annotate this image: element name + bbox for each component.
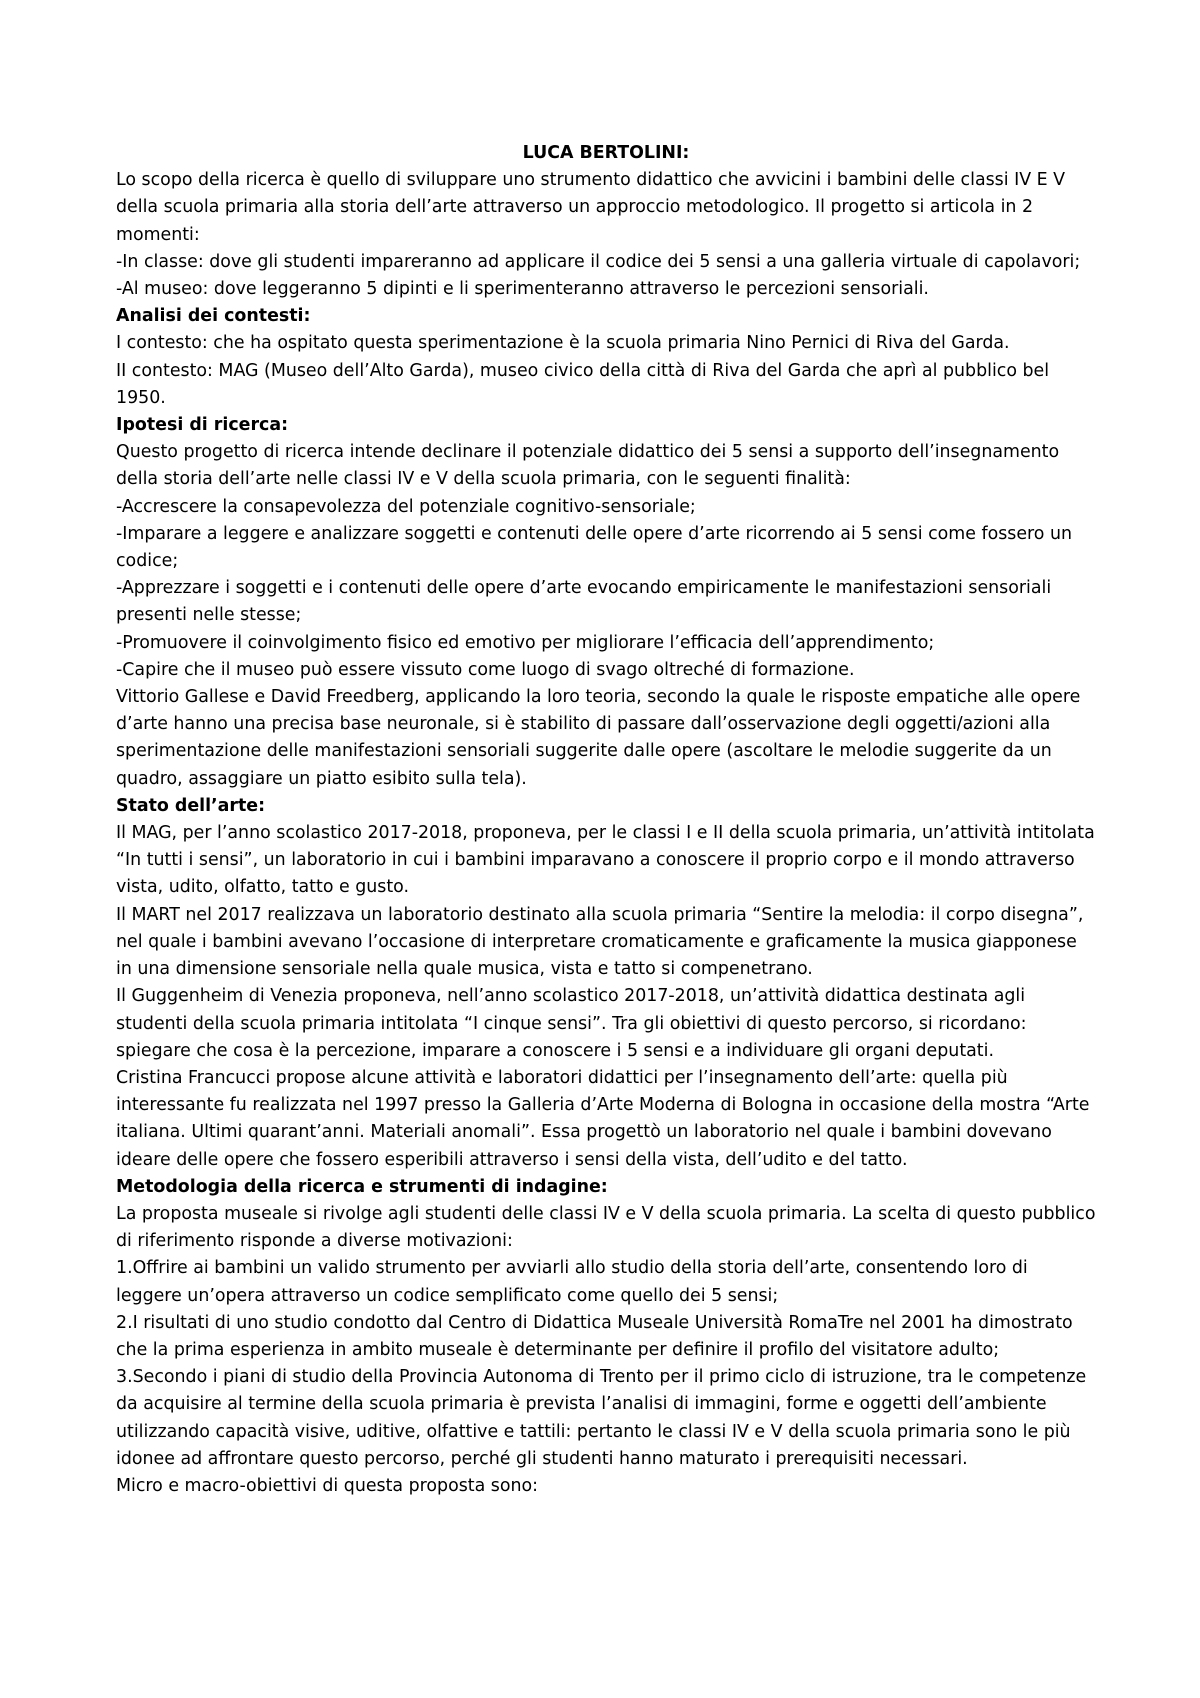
list-item-finalita-1: -Accrescere la consapevolezza del potenziale cognitivo-sensoriale; <box>116 496 696 517</box>
list-item-motivazione-1: 1.Offrire ai bambini un valido strumento per avviarli allo studio della storia dell’arte, consentendo loro di leggere un’opera attraverso un codice semplificato come quello dei 5 sensi; <box>116 1258 1028 1306</box>
list-item-finalita-5: -Capire che il museo può essere vissuto come luogo di svago oltreché di formazione. <box>116 659 855 680</box>
heading-metodologia: Metodologia della ricerca e strumenti di indagine: <box>116 1176 608 1197</box>
list-item-finalita-3: -Apprezzare i soggetti e i contenuti delle opere d’arte evocando empiricamente le manifestazioni sensoriali presenti nelle stesse; <box>116 578 1052 626</box>
list-item-motivazione-3: 3.Secondo i piani di studio della Provincia Autonoma di Trento per il primo ciclo di istruzione, tra le competenze da acquisire al termine della scuola primaria è prevista l’analisi di immagini, forme e oggetti dell’ambiente utilizzando capacità visive, uditive, olfattive e tattili: pertanto le classi IV e V della scuola primaria sono le più idonee ad affrontare questo percorso, perché gli studenti hanno maturato i prerequisiti necessari. <box>116 1367 1087 1469</box>
paragraph-primo-contesto: I contesto: che ha ospitato questa sperimentazione è la scuola primaria Nino Pernici di Riva del Garda. <box>116 333 1010 354</box>
paragraph-mag: Il MAG, per l’anno scolastico 2017-2018, proponeva, per le classi I e II della scuola primaria, un’attività intitolata “In tutti i sensi”, un laboratorio in cui i bambini imparavano a conoscere il proprio corpo e il mondo attraverso vista, udito, olfatto, tatto e gusto. <box>116 823 1095 898</box>
paragraph-gallese-freedberg: Vittorio Gallese e David Freedberg, applicando la loro teoria, secondo la quale le risposte empatiche alle opere d’arte hanno una precisa base neuronale, si è stabilito di passare dall’osservazione degli oggetti/azioni alla sperimentazione delle manifestazioni sensoriali suggerite dalle opere (ascoltare le melodie suggerite da un quadro, assaggiare un piatto esibito sulla tela). <box>116 687 1081 789</box>
paragraph-intro: Lo scopo della ricerca è quello di sviluppare uno strumento didattico che avvicini i bambini delle classi IV E V della scuola primaria alla storia dell’arte attraverso un approccio metodologico. Il progetto si articola in 2 momenti: <box>116 170 1066 245</box>
list-item-finalita-2: -Imparare a leggere e analizzare soggetti e contenuti delle opere d’arte ricorrendo ai 5 sensi come fossero un codice; <box>116 523 1073 572</box>
list-item-al-museo: -Al museo: dove leggeranno 5 dipinti e li sperimenteranno attraverso le percezioni sensoriali. <box>116 279 929 300</box>
paragraph-proposta-museale: La proposta museale si rivolge agli studenti delle classi IV e V della scuola primaria. La scelta di questo pubblico di riferimento risponde a diverse motivazioni: <box>116 1203 1096 1252</box>
paragraph-obiettivi: Micro e macro-obiettivi di questa proposta sono: <box>116 1475 539 1496</box>
paragraph-ipotesi: Questo progetto di ricerca intende declinare il potenziale didattico dei 5 sensi a supporto dell’insegnamento della storia dell’arte nelle classi IV e V della scuola primaria, con le seguenti finalità: <box>116 442 1060 490</box>
document-body <box>116 140 1096 1500</box>
paragraph-secondo-contesto: II contesto: MAG (Museo dell’Alto Garda), museo civico della città di Riva del Garda che aprì al pubblico bel 1950. <box>116 360 1050 408</box>
paragraph-mart: Il MART nel 2017 realizzava un laboratorio destinato alla scuola primaria “Sentire la melodia: il corpo disegna”, nel quale i bambini avevano l’occasione di interpretare cromaticamente e graficamente la musica giapponese in una dimensione sensoriale nella quale musica, vista e tatto si compenetrano. <box>116 904 1084 980</box>
heading-ipotesi-ricerca: Ipotesi di ricerca: <box>116 415 289 436</box>
list-item-finalita-4: -Promuovere il coinvolgimento fisico ed emotivo per migliorare l’efficacia dell’apprendimento; <box>116 632 935 653</box>
list-item-in-classe: -In classe: dove gli studenti impareranno ad applicare il codice dei 5 sensi a una galleria virtuale di capolavori; <box>116 251 1081 272</box>
document-title: LUCA BERTOLINI: <box>522 143 690 163</box>
list-item-motivazione-2: 2.I risultati di uno studio condotto dal Centro di Didattica Museale Università RomaTre nel 2001 ha dimostrato che la prima esperienza in ambito museale è determinante per definire il profilo del visitatore adulto; <box>116 1312 1073 1360</box>
heading-stato-arte: Stato dell’arte: <box>116 795 266 816</box>
paragraph-francucci: Cristina Francucci propose alcune attività e laboratori didattici per l’insegnamento dell’arte: quella più interessante fu realizzata nel 1997 presso la Galleria d’Arte Moderna di Bologna in occasione della mostra “Arte italiana. Ultimi quarant’anni. Materiali anomali”. Essa progettò un laboratorio nel quale i bambini dovevano ideare delle opere che fossero esperibili attraverso i sensi della vista, dell’udito e del tatto. <box>116 1067 1090 1170</box>
paragraph-guggenheim: Il Guggenheim di Venezia proponeva, nell’anno scolastico 2017-2018, un’attività didattica destinata agli studenti della scuola primaria intitolata “I cinque sensi”. Tra gli obiettivi di questo percorso, si ricordano: spiegare che cosa è la percezione, imparare a conoscere i 5 sensi e a individuare gli organi deputati. <box>116 986 1027 1061</box>
heading-analisi-contesti: Analisi dei contesti: <box>116 306 311 327</box>
